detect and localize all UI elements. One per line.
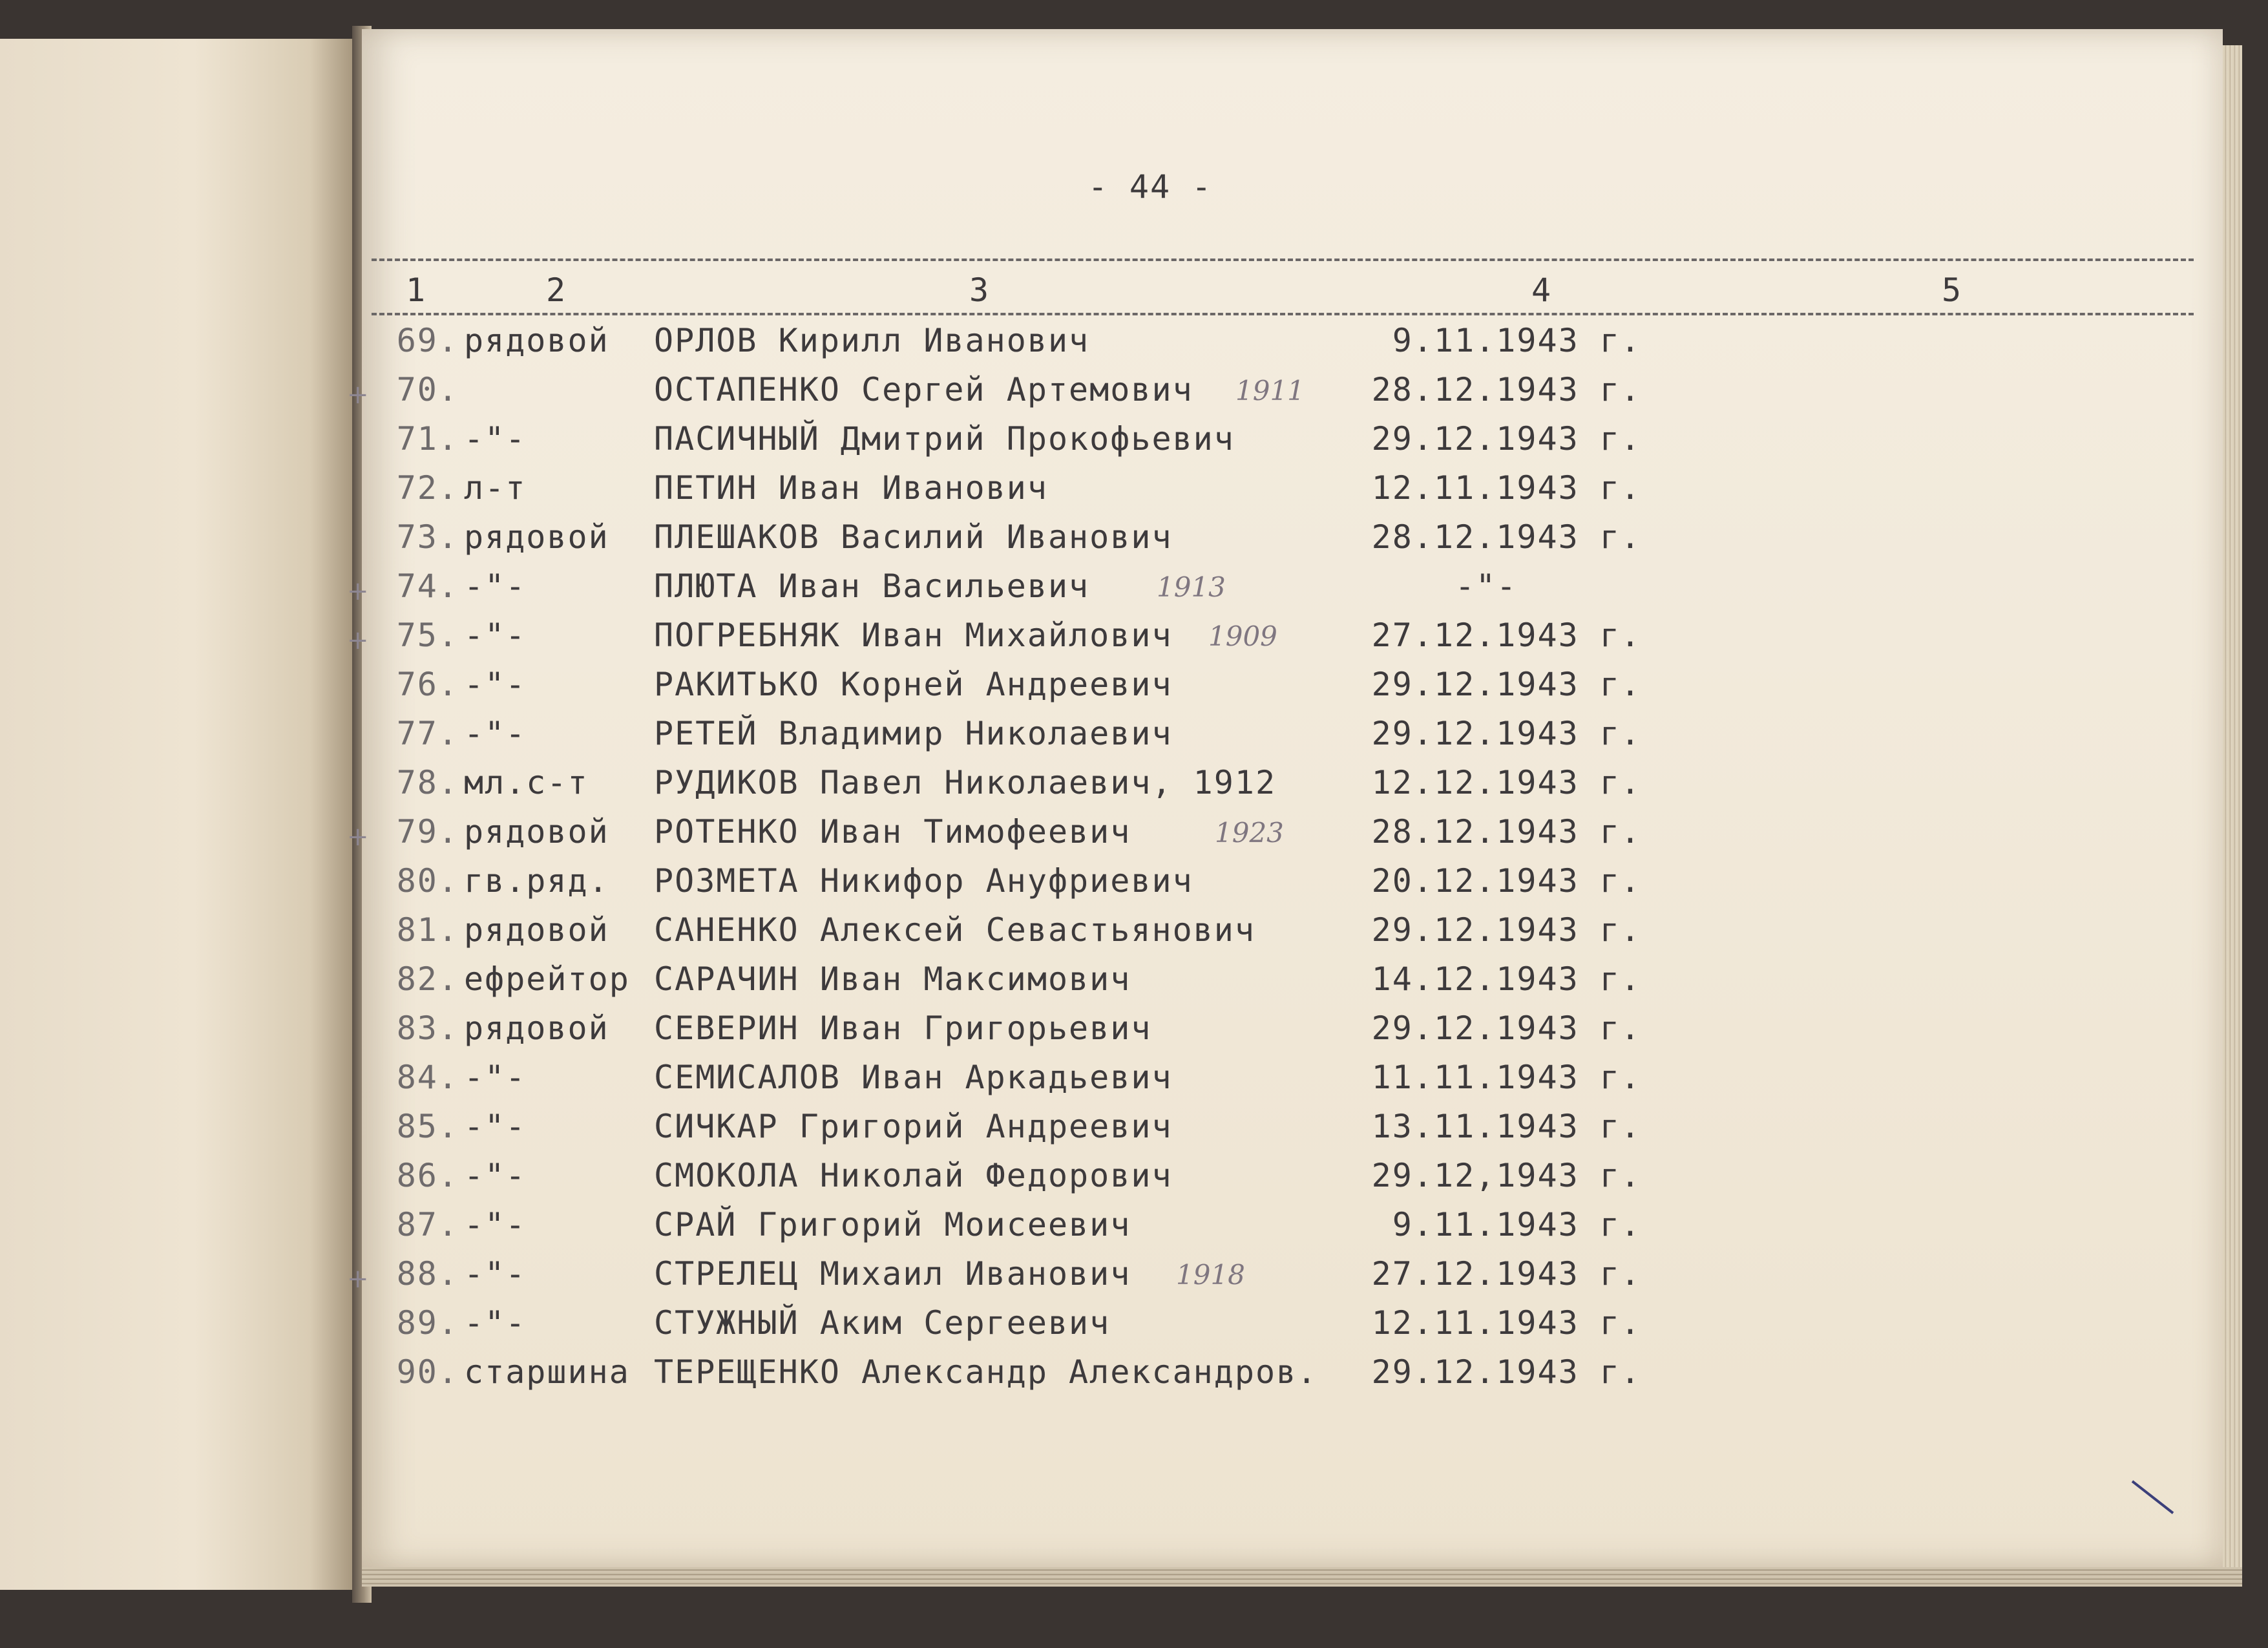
row-date: 9.11.1943 г. [1392,1206,1641,1243]
row-name: РЕТЕЙ Владимир Николаевич [654,715,1173,752]
table-row [0,1157,2268,1206]
row-date: 29.12.1943 г. [1371,715,1641,752]
table-row [0,322,2268,371]
row-number: 86. [396,1157,459,1194]
row-rank: -"- [464,1304,527,1342]
column-header-2: 2 [546,271,567,309]
row-date: 28.12.1943 г. [1371,518,1641,556]
table-row [0,764,2268,813]
table-row [0,1009,2268,1059]
row-date: 9.11.1943 г. [1392,322,1641,359]
row-number: 84. [396,1059,459,1096]
row-number: 75. [396,617,459,654]
row-date: 29.12,1943 г. [1371,1157,1641,1194]
row-date: 14.12.1943 г. [1371,960,1641,998]
row-name: ТЕРЕЩЕНКО Александр Александров. [654,1353,1318,1391]
row-name: РУДИКОВ Павел Николаевич, 1912 [654,764,1277,801]
table-row [0,813,2268,862]
row-number: 83. [396,1009,459,1047]
row-name: РОЗМЕТА Никифор Ануфриевич [654,862,1193,900]
row-name: ПЛЮТА Иван Васильевич [654,567,1090,605]
table-row [0,617,2268,666]
handwritten-year: 1909 [1208,620,1277,652]
row-name: САРАЧИН Иван Максимович [654,960,1131,998]
table-row [0,1108,2268,1157]
row-number: 90. [396,1353,459,1391]
row-number: 89. [396,1304,459,1342]
row-date: -"- [1454,567,1518,605]
row-date: 29.12.1943 г. [1371,420,1641,458]
row-number: 70. [396,371,459,408]
column-header-5: 5 [1942,271,1963,309]
row-number: 88. [396,1255,459,1293]
roster-list [0,322,2268,1402]
header-rule-bottom [372,313,2194,315]
row-name: ОСТАПЕНКО Сергей Артемович [654,371,1193,408]
pencil-tick-mark: + [347,1264,369,1294]
row-rank: -"- [464,1108,527,1145]
handwritten-year: 1923 [1215,817,1284,849]
row-name: СТУЖНЫЙ Аким Сергеевич [654,1304,1111,1342]
table-row [0,420,2268,469]
row-name: СТРЕЛЕЦ Михаил Иванович [654,1255,1131,1293]
table-row [0,1353,2268,1402]
row-date: 27.12.1943 г. [1371,1255,1641,1293]
row-name: СИЧКАР Григорий Андреевич [654,1108,1173,1145]
row-name: РАКИТЬКО Корней Андреевич [654,666,1173,703]
row-name: ПОГРЕБНЯК Иван Михайлович [654,617,1173,654]
row-rank: рядовой [464,911,609,949]
row-name: ПЛЕШАКОВ Василий Иванович [654,518,1173,556]
row-rank: рядовой [464,1009,609,1047]
row-date: 12.11.1943 г. [1371,1304,1641,1342]
table-row [0,371,2268,420]
row-rank: -"- [464,715,527,752]
column-header-3: 3 [969,271,991,309]
row-rank: -"- [464,420,527,458]
row-date: 29.12.1943 г. [1371,1353,1641,1391]
table-row [0,666,2268,715]
row-rank: -"- [464,1255,527,1293]
row-number: 80. [396,862,459,900]
handwritten-year: 1913 [1157,571,1226,603]
row-name: СМОКОЛА Николай Федорович [654,1157,1173,1194]
row-name: ОРЛОВ Кирилл Иванович [654,322,1090,359]
table-row [0,715,2268,764]
header-rule-top [372,259,2194,261]
row-date: 29.12.1943 г. [1371,666,1641,703]
row-date: 29.12.1943 г. [1371,911,1641,949]
row-number: 79. [396,813,459,850]
pencil-tick-mark: + [347,576,369,606]
row-rank: -"- [464,617,527,654]
row-name: СЕМИСАЛОВ Иван Аркадьевич [654,1059,1173,1096]
row-rank: мл.с-т [464,764,589,801]
row-date: 27.12.1943 г. [1371,617,1641,654]
column-header-4: 4 [1531,271,1553,309]
row-rank: -"- [464,1206,527,1243]
row-date: 28.12.1943 г. [1371,371,1641,408]
table-row [0,567,2268,617]
pencil-tick-mark: + [347,380,369,410]
row-rank: -"- [464,1157,527,1194]
row-date: 12.12.1943 г. [1371,764,1641,801]
handwritten-year: 1918 [1176,1259,1245,1291]
row-number: 72. [396,469,459,507]
row-rank: старшина [464,1353,630,1391]
row-number: 77. [396,715,459,752]
table-row [0,960,2268,1009]
table-row [0,911,2268,960]
row-number: 71. [396,420,459,458]
row-name: СЕВЕРИН Иван Григорьевич [654,1009,1152,1047]
row-name: ПАСИЧНЫЙ Дмитрий Прокофьевич [654,420,1235,458]
pencil-tick-mark: + [347,822,369,852]
row-number: 82. [396,960,459,998]
row-date: 28.12.1943 г. [1371,813,1641,850]
row-name: СРАЙ Григорий Моисеевич [654,1206,1131,1243]
row-name: САНЕНКО Алексей Севастьянович [654,911,1255,949]
row-name: ПЕТИН Иван Иванович [654,469,1048,507]
page-bottom-edge [362,1567,2242,1587]
row-number: 74. [396,567,459,605]
row-number: 76. [396,666,459,703]
table-row [0,1255,2268,1304]
row-date: 29.12.1943 г. [1371,1009,1641,1047]
column-header-1: 1 [406,271,427,309]
row-rank: ефрейтор [464,960,630,998]
row-date: 12.11.1943 г. [1371,469,1641,507]
row-name: РОТЕНКО Иван Тимофеевич [654,813,1131,850]
table-row [0,1206,2268,1255]
row-rank: рядовой [464,322,609,359]
row-rank: л-т [464,469,527,507]
row-number: 81. [396,911,459,949]
row-rank: гв.ряд. [464,862,609,900]
table-row [0,518,2268,567]
row-rank: рядовой [464,813,609,850]
row-rank: -"- [464,1059,527,1096]
table-row [0,1304,2268,1353]
row-date: 13.11.1943 г. [1371,1108,1641,1145]
row-date: 11.11.1943 г. [1371,1059,1641,1096]
table-row [0,862,2268,911]
handwritten-year: 1911 [1235,375,1305,407]
row-rank: рядовой [464,518,609,556]
row-number: 85. [396,1108,459,1145]
row-rank: -"- [464,567,527,605]
table-row [0,1059,2268,1108]
row-number: 78. [396,764,459,801]
row-date: 20.12.1943 г. [1371,862,1641,900]
row-number: 69. [396,322,459,359]
row-rank: -"- [464,666,527,703]
row-number: 73. [396,518,459,556]
page-number: - 44 - [1087,168,1213,206]
pencil-tick-mark: + [347,626,369,655]
table-row [0,469,2268,518]
row-number: 87. [396,1206,459,1243]
